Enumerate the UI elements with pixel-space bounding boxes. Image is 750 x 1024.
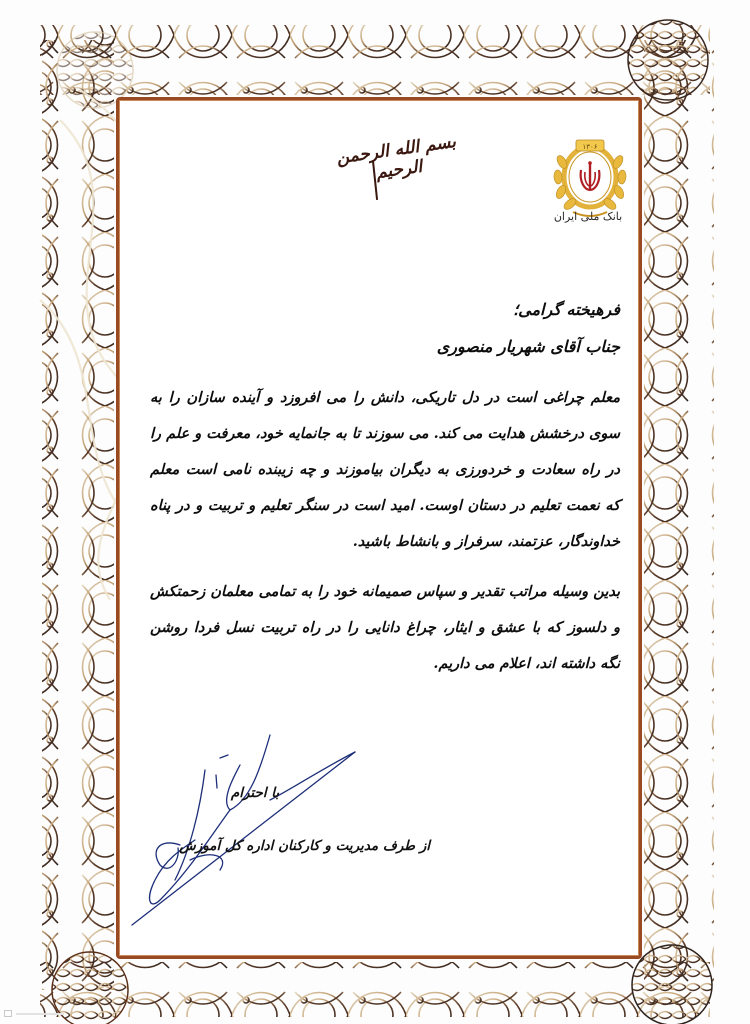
corner-ornament-top-right (628, 20, 708, 100)
closing-phrase: با احترام (230, 785, 280, 801)
recipient-name: جناب آقای شهریار منصوری (436, 337, 620, 356)
corner-ornament-bottom-right (632, 945, 712, 1024)
salutation: فرهیخته گرامی؛ (513, 300, 620, 319)
watermark-text (16, 1013, 64, 1015)
bank-name-caption: بانک ملی ایران (553, 210, 623, 223)
letter-paragraph: معلم چراغی است در دل تاریکی، دانش را می افروزد و آینده سازان را به سوی درخشش هدایت می کند. می سوزند تا به جانمایه خود، معرفت و علم را در راه سعادت و خردورزی به دیگران بیاموزند و چه زیبنده نامی است معلم که نعمت تعلیم در دستان اوست. امید است در سنگر تعلیم و تربیت و در پناه خداوندگار، عزتمند، سرفراز و بانشاط باشید. (150, 389, 620, 550)
scan-watermark (4, 1010, 64, 1018)
letter-paragraph: بدین وسیله مراتب تقدیر و سپاس صمیمانه خود را به تمامی معلمان زحمتکش و دلسوز که با عشق و ایثار، چراغ دانایی را در راه تربیت نسل فردا روشن نگه داشته اند، اعلام می داریم. (150, 583, 620, 672)
sender-line: از طرف مدیریت و کارکنان اداره کل آموزش (179, 838, 430, 854)
watermark-icon (4, 1010, 12, 1017)
svg-text:۱۳۰۶: ۱۳۰۶ (582, 143, 598, 151)
letter-body (150, 300, 620, 682)
handwritten-signature-icon (120, 730, 400, 930)
basmala-heading: بسم الله الرحمن الرحیم (335, 131, 458, 184)
